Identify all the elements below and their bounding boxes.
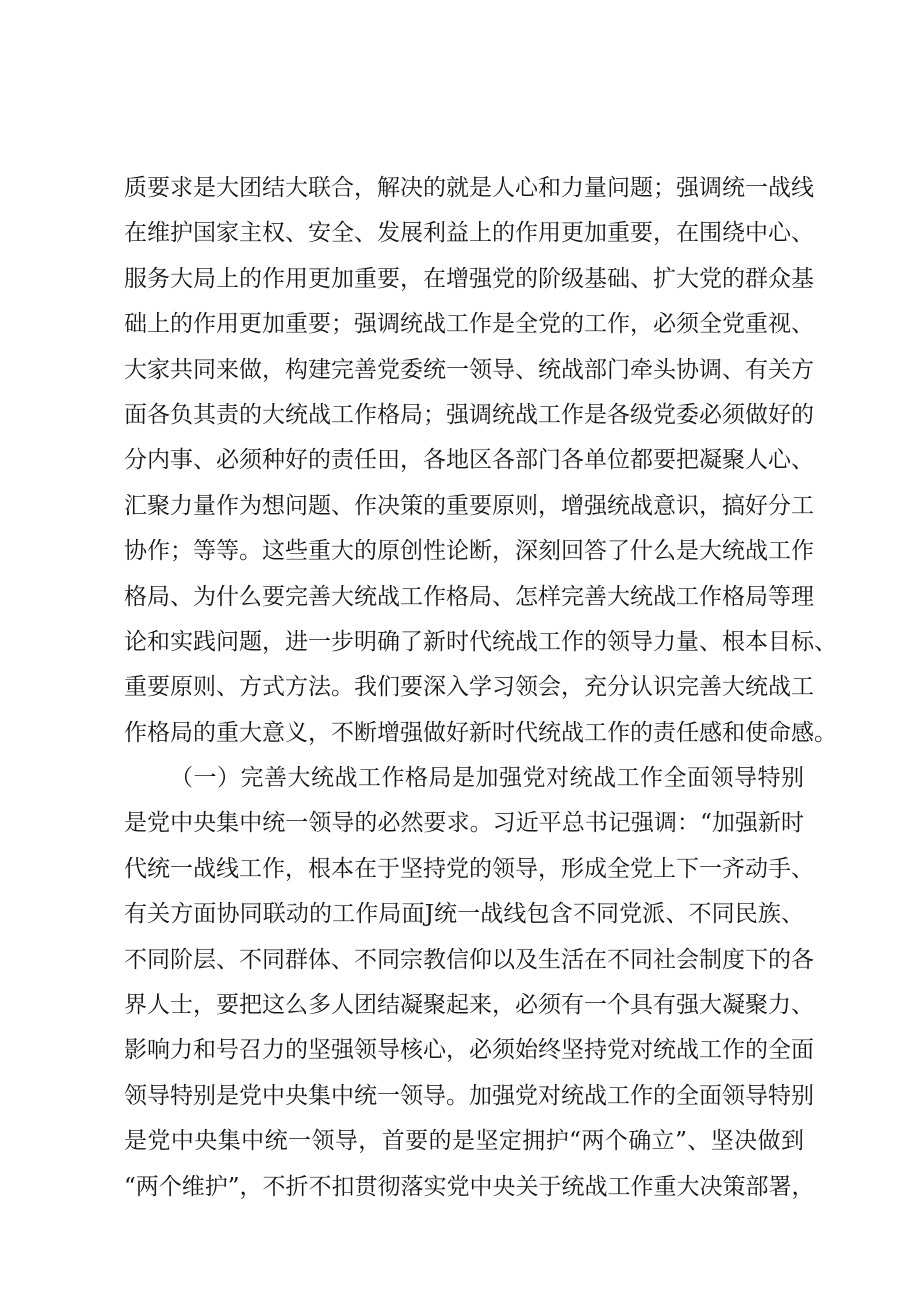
text-line: 面各负其责的大统战工作格局；强调统战工作是各级党委必须做好的 [124, 401, 814, 428]
text-line: 协作；等等。这些重大的原创性论断，深刻回答了什么是大统战工作 [124, 538, 814, 565]
text-line: 在维护国家主权、安全、发展利益上的作用更加重要，在围绕中心、 [124, 220, 814, 247]
text-line: 影响力和号召力的坚强领导核心，必须始终坚持党对统战工作的全面 [124, 1037, 814, 1064]
text-line: 代统一战线工作，根本在于坚持党的领导，形成全党上下一齐动手、 [124, 855, 814, 882]
text-line: 础上的作用更加重要；强调统战工作是全党的工作，必须全党重视、 [124, 311, 814, 338]
text-line: 重要原则、方式方法。我们要深入学习领会，充分认识完善大统战工 [124, 674, 814, 701]
text-line: “两个维护”，不折不扣贯彻落实党中央关于统战工作重大决策部署， [124, 1173, 815, 1200]
section-heading-line: （一）完善大统战工作格局是加强党对统战工作全面领导特别 [170, 765, 804, 792]
text-line: 分内事、必须种好的责任田，各地区各部门各单位都要把凝聚人心、 [124, 447, 814, 474]
paragraph-end-line: 作格局的重大意义，不断增强做好新时代统战工作的责任感和使命感。 [124, 719, 837, 746]
body-text [124, 166, 837, 1210]
text-line: 汇聚力量作为想问题、作决策的重要原则，增强统战意识，搞好分工 [124, 492, 814, 519]
text-line: 大家共同来做，构建完善党委统一领导、统战部门牵头协调、有关方 [124, 356, 814, 383]
text-line: 论和实践问题，进一步明确了新时代统战工作的领导力量、根本目标、 [124, 628, 837, 655]
text-line: 服务大局上的作用更加重要，在增强党的阶级基础、扩大党的群众基 [124, 265, 814, 292]
text-line: 界人士，要把这么多人团结凝聚起来，必须有一个具有强大凝聚力、 [124, 992, 814, 1019]
text-line: 有关方面协同联动的工作局面J统一战线包含不同党派、不同民族、 [124, 901, 804, 928]
text-line: 格局、为什么要完善大统战工作格局、怎样完善大统战工作格局等理 [124, 583, 814, 610]
text-line: 不同阶层、不同群体、不同宗教信仰以及生活在不同社会制度下的各 [124, 946, 814, 973]
text-line: 质要求是大团结大联合，解决的就是人心和力量问题；强调统一战线 [124, 175, 814, 201]
text-line: 是党中央集中统一领导，首要的是坚定拥护“两个确立”、坚决做到 [124, 1128, 804, 1155]
text-line: 是党中央集中统一领导的必然要求。习近平总书记强调：“加强新时 [124, 810, 804, 837]
text-line: 领导特别是党中央集中统一领导。加强党对统战工作的全面领导特别 [124, 1082, 814, 1109]
